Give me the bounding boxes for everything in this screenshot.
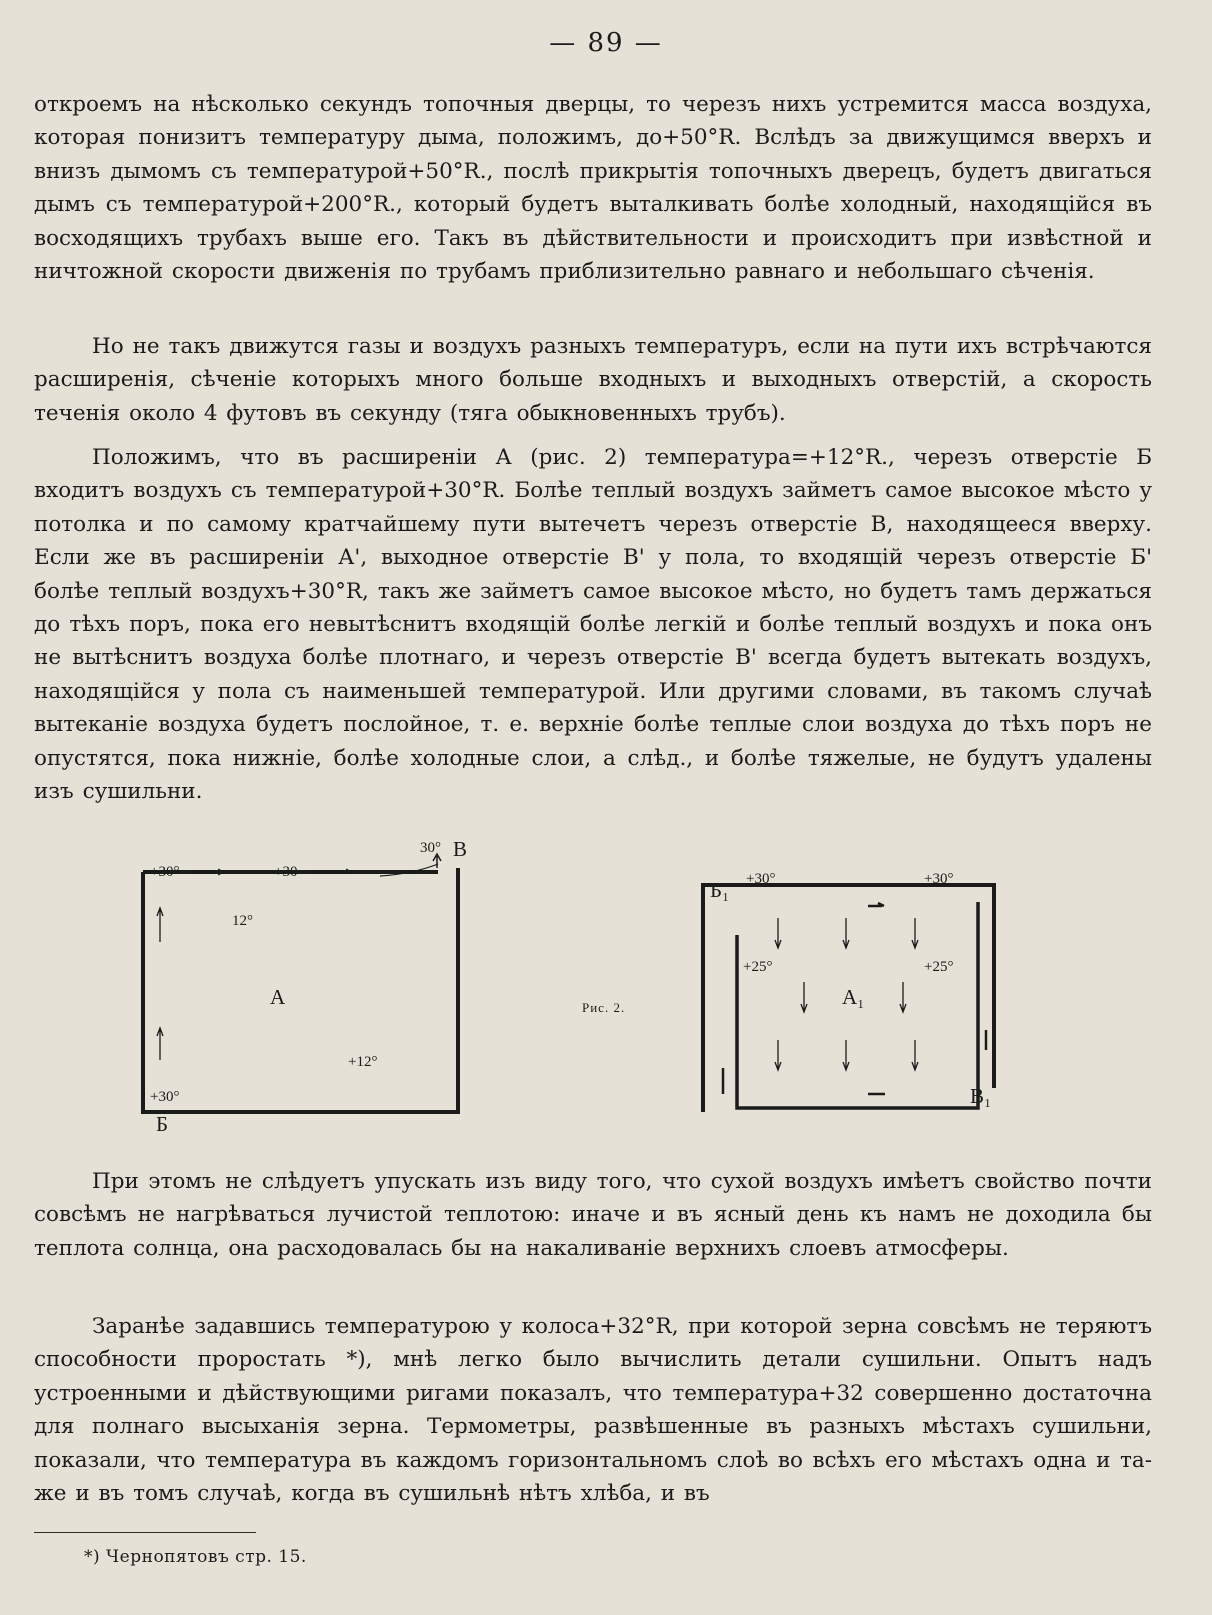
outlet-b1-label: В₁ [970,1084,992,1108]
chamber-a1-top-temp-2: +30° [924,871,954,887]
page-number: — 89 — [549,28,663,58]
chamber-a-top-temp-2: +30 [274,864,298,880]
figure-2 [0,837,1212,1136]
chamber-a-walls [143,868,458,1112]
figure-caption: Рис. 2. [582,1000,626,1015]
paragraph-2: Но не такъ движутся газы и воздухъ разныхъ температуръ, если на пути ихъ встрѣчаются расширенія, сѣченіе которыхъ много больше входныхъ и выходныхъ отверстій, а скорость теченія около 4 футовъ въ секунду (тяга обыкновенныхъ трубъ). [34,334,1152,426]
inlet-b1-label: Б₁ [710,878,730,902]
chamber-a1-mid-temp-1: +25° [743,959,773,975]
chamber-a1-side-marks [723,1030,986,1094]
footnote-divider [34,1532,256,1533]
paragraph-1: откроемъ на нѣсколько секундъ топочныя дверцы, то черезъ нихъ устремится масса воздуха, которая понизитъ температуру дыма, положимъ, до+50°R. Вслѣдъ за движущимся вверхъ и внизъ дымомъ съ температурой+50°R., послѣ прикрытія топочныхъ дверецъ, будетъ двигаться дымъ съ температурой+200°R., который будетъ выталкивать болѣе холодный, находящійся въ восходящихъ трубахъ выше его. Такъ въ дѣйствительности и происходитъ при извѣстной и ничтожной скорости движенія по трубамъ приблизительно равнаго и небольшаго сѣченія. [34,92,1152,285]
chamber-a-up-arrows [157,908,163,1060]
outlet-b-label: В [453,837,468,861]
chamber-a-lower-temp: +12° [348,1054,378,1070]
chamber-a-label: А [270,985,286,1009]
chamber-a1-top-temp-1: +30° [746,871,776,887]
chamber-a1-label: А₁ [842,985,865,1009]
inlet-b-temp: +30° [150,1089,180,1105]
chamber-a1-flow-arrows [868,903,885,1094]
outlet-b-temp: 30° [420,840,441,856]
figure-drawing [0,850,1212,1135]
paragraph-3: Положимъ, что въ расширеніи А (рис. 2) температура=+12°R., черезъ отверстіе Б входитъ воздухъ съ температурой+30°R. Болѣе теплый воздухъ займетъ самое высокое мѣсто у потолка и по самому кратчайшему пути вытечетъ черезъ отверстіе В, находящееся вверху. Если же въ расширеніи А', выходное отверстіе В' у пола, то входящій черезъ отверстіе Б' болѣе теплый воздухъ+30°R, такъ же займетъ самое высокое мѣсто, но будетъ тамъ держаться до тѣхъ поръ, пока его невытѣснитъ входящій болѣе легкій и болѣе теплый воздухъ и пока онъ не вытѣснитъ воздуха болѣе плотнаго, и черезъ отверстіе В' всегда будетъ вытекать воздухъ, находящійся у пола съ наименьшей температурой. Или другими словами, въ такомъ случаѣ вытеканіе воздуха будетъ послойное, т. е. верхніе болѣе теплые слои воздуха до тѣхъ поръ не опустятся, пока нижніе, болѣе холодные слои, а слѣд., и болѣе тяжелые, не будутъ удалены изъ сушильни. [34,445,1152,805]
chamber-a-inner-temp: 12° [232,913,253,929]
paragraph-4: При этомъ не слѣдуетъ упускать изъ виду того, что сухой воздухъ имѣетъ свойство почти совсѣмъ не нагрѣваться лучистой теплотою: иначе и въ ясный день къ намъ не доходила бы теплота солнца, она расходовалась бы на накаливаніе верхнихъ слоевъ атмосферы. [34,1169,1152,1261]
paragraph-5: Заранѣе задавшись температурою у колоса+32°R, при которой зерна совсѣмъ не теряютъ способности проростать *), мнѣ легко было вычислить детали сушильни. Опытъ надъ устроенными и дѣйствующими ригами показалъ, что температура+32 совершенно достаточна для полнаго высыханія зерна. Термометры, развѣшенные въ разныхъ мѣстахъ сушильни, показали, что температура въ каждомъ горизонтальномъ слоѣ во всѣхъ его мѣстахъ одна и та-же и въ томъ случаѣ, когда въ сушильнѣ нѣтъ хлѣба, и въ [34,1314,1152,1507]
chamber-a-top-temp-1: +30° [150,864,180,880]
chamber-a1-mid-temp-2: +25° [924,959,954,975]
inlet-b-label: Б [156,1112,169,1136]
footnote: *) Чернопятовъ стр. 15. [84,1547,307,1567]
